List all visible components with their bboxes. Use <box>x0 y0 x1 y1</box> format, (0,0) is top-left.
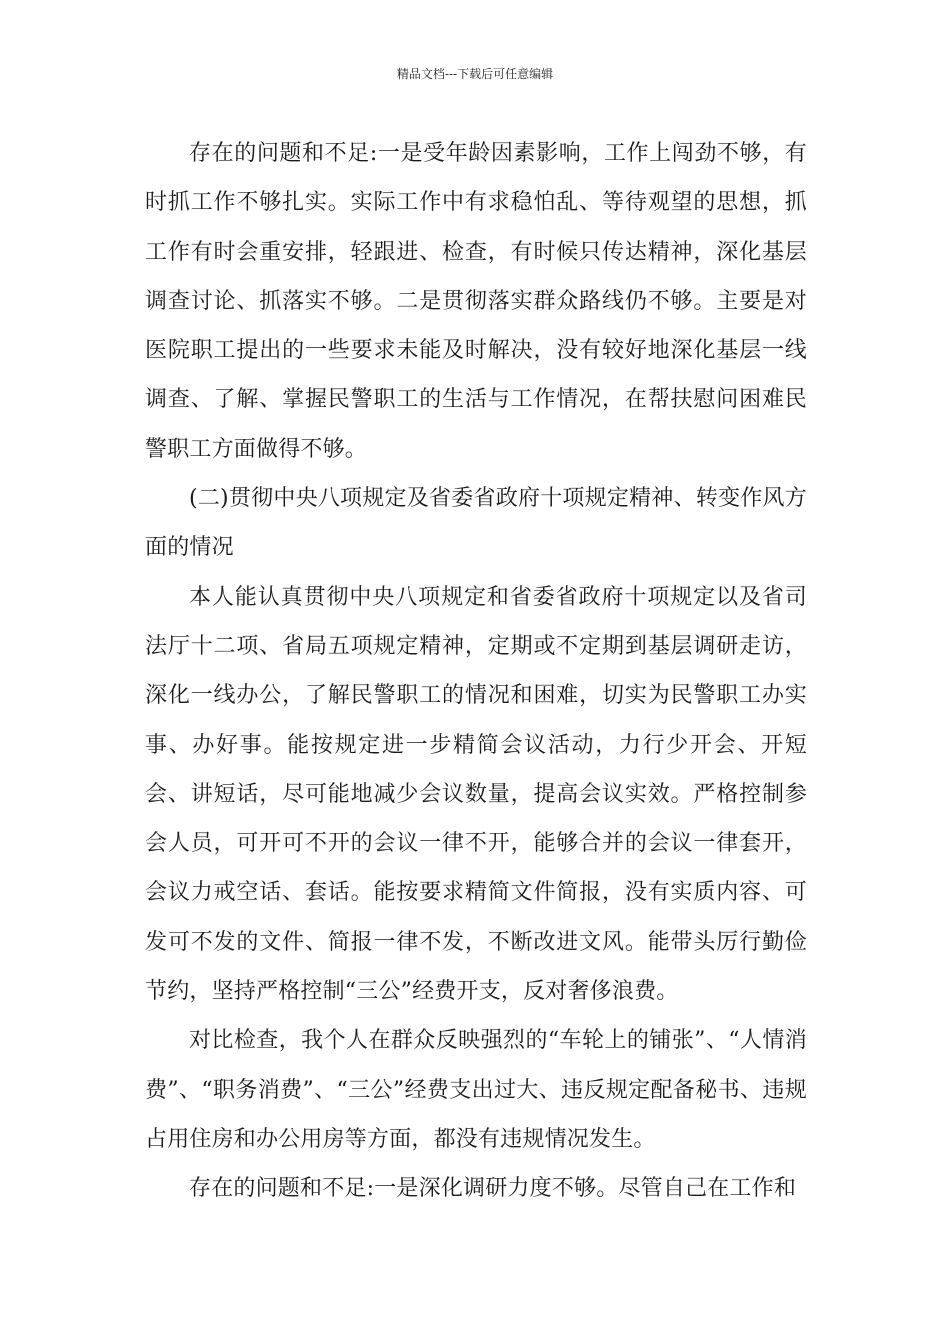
page-header: 精品文档---下载后可任意编辑 <box>396 67 554 81</box>
paragraph-problems-1: 存在的问题和不足:一是受年龄因素影响，工作上闯劲不够，有时抓工作不够扎实。实际工作中有求稳怕乱、等待观望的思想，抓工作有时会重安排，轻跟进、检查，有时候只传达精神，深化基层调查讨论、抓落实不够。二是贯彻落实群众路线仍不够。主要是对医院职工提出的一些要求未能及时解决，没有较好地深化基层一线调查、了解、掌握民警职工的生活与工作情况，在帮扶慰问困难民警职工方面做得不够。 <box>145 141 807 462</box>
paragraph-implementation: 本人能认真贯彻中央八项规定和省委省政府十项规定以及省司法厅十二项、省局五项规定精神，定期或不定期到基层调研走访，深化一线办公，了解民警职工的情况和困难，切实为民警职工办实事、办好事。能按规定进一步精简会议活动，力行少开会、开短会、讲短话，尽可能地减少会议数量，提高会议实效。严格控制参会人员，可开可不开的会议一律不开，能够合并的会议一律套开，会议力戒空话、套话。能按要求精简文件简报，没有实质内容、可发可不发的文件、简报一律不发，不断改进文风。能带头厉行勤俭节约，坚持严格控制“三公”经费开支，反对奢侈浪费。 <box>145 584 807 1005</box>
paragraph-problems-2: 存在的问题和不足:一是深化调研力度不够。尽管自己在工作和 <box>189 1176 797 1202</box>
paragraph-comparison: 对比检查，我个人在群众反映强烈的“车轮上的铺张”、“人情消费”、“职务消费”、“三公”经费支出过大、违反规定配备秘书、违规占用住房和办公用房等方面，都没有违规情况发生。 <box>145 1028 807 1152</box>
section-heading-2: (二)贯彻中央八项规定及省委省政府十项规定精神、转变作风方面的情况 <box>145 486 807 561</box>
document-body <box>145 129 807 1214</box>
